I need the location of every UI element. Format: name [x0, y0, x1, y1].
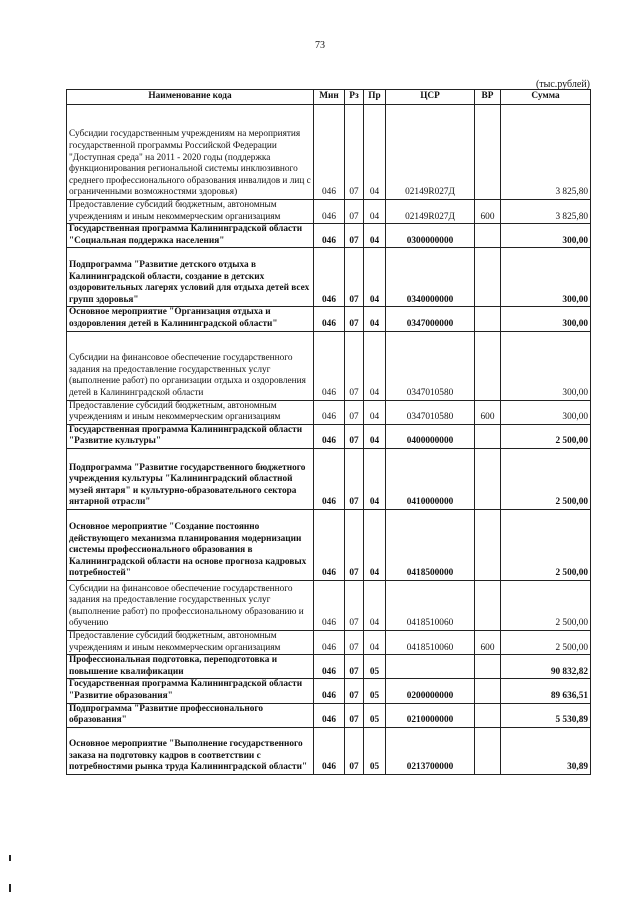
row-rz: 07: [345, 580, 364, 630]
row-min: 046: [314, 307, 345, 331]
row-csr: 0410000000: [386, 448, 475, 509]
row-vr: [475, 580, 501, 630]
row-csr: 0400000000: [386, 424, 475, 448]
row-pr: 04: [364, 509, 386, 580]
row-sum: 300,00: [501, 400, 591, 424]
row-vr: [475, 331, 501, 400]
table-row: [67, 679, 591, 703]
row-pr: 04: [364, 331, 386, 400]
row-name: Подпрограмма "Развитие государственного бюджетного учреждения культуры "Калининградский областной музей янтаря" и культурно-образовательного сектора янтарной отрасли": [67, 448, 314, 509]
row-sum: 2 500,00: [501, 448, 591, 509]
row-pr: 04: [364, 105, 386, 200]
row-pr: 04: [364, 307, 386, 331]
row-sum: 2 500,00: [501, 580, 591, 630]
row-rz: 07: [345, 307, 364, 331]
row-rz: 07: [345, 630, 364, 654]
margin-mark: [9, 884, 11, 892]
row-rz: 07: [345, 105, 364, 200]
row-pr: 04: [364, 400, 386, 424]
row-vr: [475, 509, 501, 580]
header-vr: ВР: [475, 90, 501, 105]
row-min: 046: [314, 679, 345, 703]
row-min: 046: [314, 331, 345, 400]
row-sum: 300,00: [501, 248, 591, 307]
row-csr: 02149R027Д: [386, 105, 475, 200]
row-sum: 3 825,80: [501, 200, 591, 224]
row-min: 046: [314, 448, 345, 509]
row-name: Предоставление субсидий бюджетным, автономным учреждениям и иным некоммерческим организациям: [67, 200, 314, 224]
row-min: 046: [314, 703, 345, 727]
row-vr: [475, 424, 501, 448]
row-vr: [475, 307, 501, 331]
row-sum: 3 825,80: [501, 105, 591, 200]
row-csr: 02149R027Д: [386, 200, 475, 224]
row-min: 046: [314, 424, 345, 448]
table-row: [67, 727, 591, 774]
table-row: [67, 224, 591, 248]
row-name: Основное мероприятие "Выполнение государственного заказа на подготовку кадров в соответствии с потребностями рынка труда Калининградской области": [67, 727, 314, 774]
margin-mark: [9, 855, 11, 861]
header-min: Мин: [314, 90, 345, 105]
row-vr: [475, 727, 501, 774]
row-sum: 89 636,51: [501, 679, 591, 703]
row-pr: 04: [364, 630, 386, 654]
row-pr: 04: [364, 248, 386, 307]
row-pr: 05: [364, 679, 386, 703]
row-vr: [475, 448, 501, 509]
row-pr: 04: [364, 448, 386, 509]
table-body: [67, 105, 591, 775]
budget-table: [66, 89, 591, 775]
row-pr: 05: [364, 727, 386, 774]
row-rz: 07: [345, 703, 364, 727]
row-vr: [475, 248, 501, 307]
table-row: [67, 703, 591, 727]
row-csr: 0200000000: [386, 679, 475, 703]
row-rz: 07: [345, 727, 364, 774]
row-min: 046: [314, 248, 345, 307]
row-min: 046: [314, 224, 345, 248]
row-vr: [475, 703, 501, 727]
row-name: Субсидии на финансовое обеспечение государственного задания на предоставление государственных услуг (выполнение работ) по профессиональному образованию и обучению: [67, 580, 314, 630]
row-csr: 0418500000: [386, 509, 475, 580]
table-row: [67, 200, 591, 224]
row-vr: 600: [475, 400, 501, 424]
table-row: [67, 248, 591, 307]
table-row: [67, 509, 591, 580]
row-min: 046: [314, 400, 345, 424]
row-name: Субсидии на финансовое обеспечение государственного задания на предоставление государственных услуг (выполнение работ) по организации отдыха и оздоровления детей в Калининградской области: [67, 331, 314, 400]
table-row: [67, 307, 591, 331]
row-vr: 600: [475, 630, 501, 654]
row-name: Профессиональная подготовка, переподготовка и повышение квалификации: [67, 655, 314, 679]
row-name: Основное мероприятие "Организация отдыха и оздоровления детей в Калининградской области": [67, 307, 314, 331]
header-sum: Сумма: [501, 90, 591, 105]
row-sum: 2 500,00: [501, 424, 591, 448]
row-pr: 04: [364, 224, 386, 248]
row-csr: 0418510060: [386, 630, 475, 654]
row-rz: 07: [345, 509, 364, 580]
row-vr: [475, 224, 501, 248]
row-pr: 04: [364, 580, 386, 630]
units-label: (тыс.рублей): [535, 79, 590, 90]
row-rz: 07: [345, 224, 364, 248]
row-csr: [386, 655, 475, 679]
row-sum: 30,89: [501, 727, 591, 774]
row-rz: 07: [345, 200, 364, 224]
row-rz: 07: [345, 448, 364, 509]
table-row: [67, 331, 591, 400]
row-pr: 05: [364, 703, 386, 727]
header-csr: ЦСР: [386, 90, 475, 105]
row-rz: 07: [345, 679, 364, 703]
row-sum: 2 500,00: [501, 630, 591, 654]
row-min: 046: [314, 630, 345, 654]
row-name: Предоставление субсидий бюджетным, автономным учреждениям и иным некоммерческим организациям: [67, 400, 314, 424]
table-row: [67, 400, 591, 424]
page-number: 73: [315, 40, 325, 51]
header-rz: Рз: [345, 90, 364, 105]
row-rz: 07: [345, 424, 364, 448]
row-sum: 2 500,00: [501, 509, 591, 580]
row-pr: 05: [364, 655, 386, 679]
row-csr: 0418510060: [386, 580, 475, 630]
row-rz: 07: [345, 400, 364, 424]
row-min: 046: [314, 580, 345, 630]
row-csr: 0347010580: [386, 331, 475, 400]
row-csr: 0347000000: [386, 307, 475, 331]
row-rz: 07: [345, 331, 364, 400]
table-row: [67, 448, 591, 509]
row-sum: 300,00: [501, 307, 591, 331]
row-min: 046: [314, 655, 345, 679]
header-name: Наименование кода: [67, 90, 314, 105]
row-name: Подпрограмма "Развитие детского отдыха в Калининградской области, создание в детских оздоровительных лагерях условий для отдыха детей всех групп здоровья": [67, 248, 314, 307]
row-min: 046: [314, 727, 345, 774]
row-rz: 07: [345, 655, 364, 679]
row-min: 046: [314, 509, 345, 580]
row-pr: 04: [364, 200, 386, 224]
row-pr: 04: [364, 424, 386, 448]
row-csr: 0210000000: [386, 703, 475, 727]
row-sum: 90 832,82: [501, 655, 591, 679]
row-rz: 07: [345, 248, 364, 307]
table-header-row: [67, 90, 591, 105]
table-row: [67, 424, 591, 448]
table-row: [67, 580, 591, 630]
row-csr: 0347010580: [386, 400, 475, 424]
row-csr: 0340000000: [386, 248, 475, 307]
table-row: [67, 105, 591, 200]
row-min: 046: [314, 105, 345, 200]
row-name: Государственная программа Калининградской области "Социальная поддержка населения": [67, 224, 314, 248]
row-sum: 300,00: [501, 224, 591, 248]
row-name: Подпрограмма "Развитие профессионального образования": [67, 703, 314, 727]
table-row: [67, 630, 591, 654]
row-sum: 300,00: [501, 331, 591, 400]
row-name: Государственная программа Калининградской области "Развитие образования": [67, 679, 314, 703]
row-sum: 5 530,89: [501, 703, 591, 727]
row-name: Субсидии государственным учреждениям на мероприятия государственной программы Российской Федерации "Доступная среда" на 2011 - 2020 годы (поддержка функционирования региональной системы инклюзивного среднего профессионального образования инвалидов и лиц с ограниченными возможностями здоровья): [67, 105, 314, 200]
row-min: 046: [314, 200, 345, 224]
row-csr: 0300000000: [386, 224, 475, 248]
row-vr: [475, 105, 501, 200]
row-vr: [475, 655, 501, 679]
row-csr: 0213700000: [386, 727, 475, 774]
header-pr: Пр: [364, 90, 386, 105]
row-vr: 600: [475, 200, 501, 224]
row-name: Основное мероприятие "Создание постоянно действующего механизма планирования модернизации системы профессионального образования в Калининградской области на основе прогноза кадровых потребностей": [67, 509, 314, 580]
row-vr: [475, 679, 501, 703]
row-name: Предоставление субсидий бюджетным, автономным учреждениям и иным некоммерческим организациям: [67, 630, 314, 654]
table-row: [67, 655, 591, 679]
row-name: Государственная программа Калининградской области "Развитие культуры": [67, 424, 314, 448]
